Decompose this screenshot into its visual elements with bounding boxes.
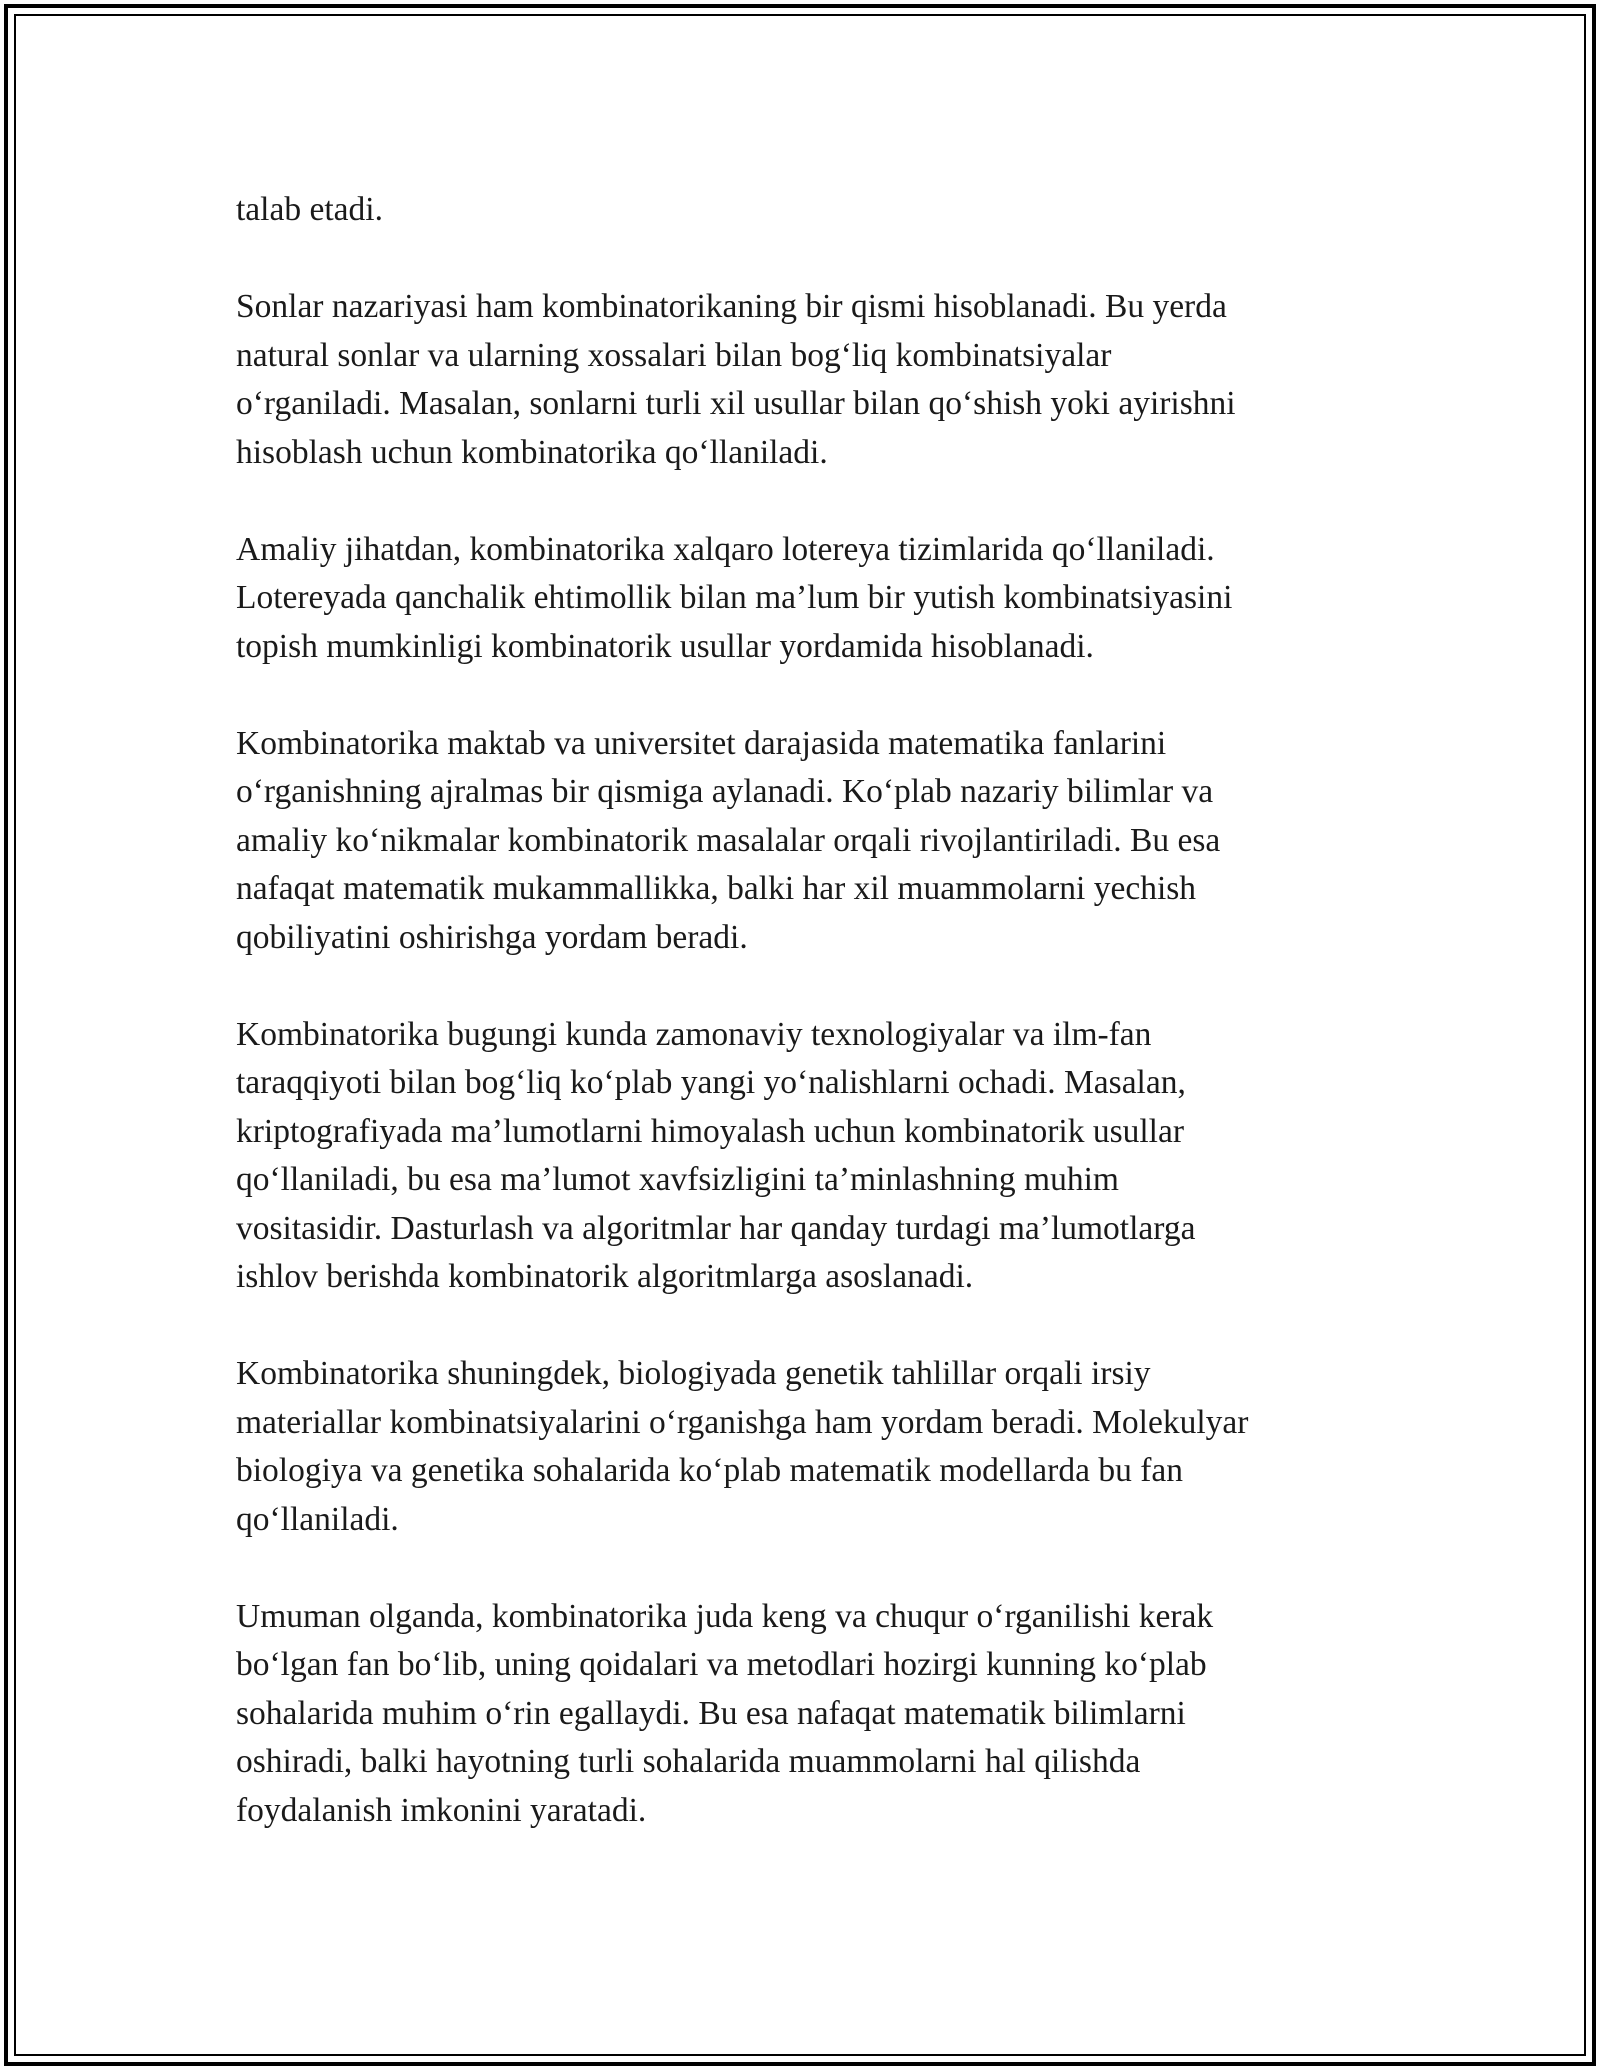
text-line: topish mumkinligi kombinatorik usullar yordamida hisoblanadi.	[236, 627, 1094, 665]
text-line: ishlov berishda kombinatorik algoritmlarga asoslanadi.	[236, 1258, 974, 1295]
text-line: Kombinatorika maktab va universitet darajasida matematika fanlarini	[236, 724, 1167, 762]
text-line: qo‘llaniladi.	[236, 1500, 399, 1538]
paragraph	[236, 720, 1366, 963]
paragraph	[236, 186, 1366, 235]
text-line: amaliy ko‘nikmalar kombinatorik masalalar orqali rivojlantiriladi. Bu esa	[236, 821, 1221, 859]
text-line: biologiya va genetika sohalarida ko‘plab matematik modellarda bu fan	[236, 1452, 1183, 1489]
paragraph	[236, 1593, 1366, 1836]
paragraph	[236, 526, 1366, 672]
text-line: nafaqat matematik mukammallikka, balki har xil muammolarni yechish	[236, 870, 1197, 907]
text-line: o‘rganishning ajralmas bir qismiga aylanadi. Ko‘plab nazariy bilimlar va	[236, 773, 1214, 810]
text-line: foydalanish imkonini yaratadi.	[236, 1791, 647, 1829]
text-line: hisoblash uchun kombinatorika qo‘llaniladi.	[236, 433, 828, 471]
paragraph	[236, 1350, 1366, 1544]
text-line: qo‘llaniladi, bu esa ma’lumot xavfsizligini ta’minlashning muhim	[236, 1161, 1119, 1198]
document-body	[236, 186, 1366, 1884]
text-line: qobiliyatini oshirishga yordam beradi.	[236, 918, 748, 956]
text-line: oshiradi, balki hayotning turli sohalarida muammolarni hal qilishda	[236, 1743, 1141, 1780]
text-line: natural sonlar va ularning xossalari bilan bog‘liq kombinatsiyalar	[236, 336, 1112, 374]
text-line: Kombinatorika shuningdek, biologiyada genetik tahlillar orqali irsiy	[236, 1355, 1151, 1392]
text-line: Amaliy jihatdan, kombinatorika xalqaro lotereya tizimlarida qo‘llaniladi.	[236, 530, 1215, 568]
text-line: taraqqiyoti bilan bog‘liq ko‘plab yangi yo‘nalishlarni ochadi. Masalan,	[236, 1064, 1186, 1101]
text-line: talab etadi.	[236, 191, 383, 228]
paragraph	[236, 283, 1366, 477]
paragraph	[236, 1011, 1366, 1302]
text-line: Sonlar nazariyasi ham kombinatorikaning bir qismi hisoblanadi. Bu yerda	[236, 288, 1227, 325]
text-line: vositasidir. Dasturlash va algoritmlar har qanday turdagi ma’lumotlarga	[236, 1209, 1196, 1247]
text-line: Lotereyada qanchalik ehtimollik bilan ma’lum bir yutish kombinatsiyasini	[236, 579, 1233, 616]
text-line: bo‘lgan fan bo‘lib, uning qoidalari va metodlari hozirgi kunning ko‘plab	[236, 1646, 1207, 1683]
text-line: materiallar kombinatsiyalarini o‘rganishga ham yordam beradi. Molekulyar	[236, 1403, 1249, 1441]
text-line: o‘rganiladi. Masalan, sonlarni turli xil usullar bilan qo‘shish yoki ayirishni	[236, 385, 1236, 422]
text-line: kriptografiyada ma’lumotlarni himoyalash uchun kombinatorik usullar	[236, 1112, 1185, 1150]
text-line: Kombinatorika bugungi kunda zamonaviy texnologiyalar va ilm-fan	[236, 1015, 1152, 1053]
text-line: Umuman olganda, kombinatorika juda keng va chuqur o‘rganilishi kerak	[236, 1597, 1214, 1635]
text-line: sohalarida muhim o‘rin egallaydi. Bu esa nafaqat matematik bilimlarni	[236, 1694, 1186, 1732]
